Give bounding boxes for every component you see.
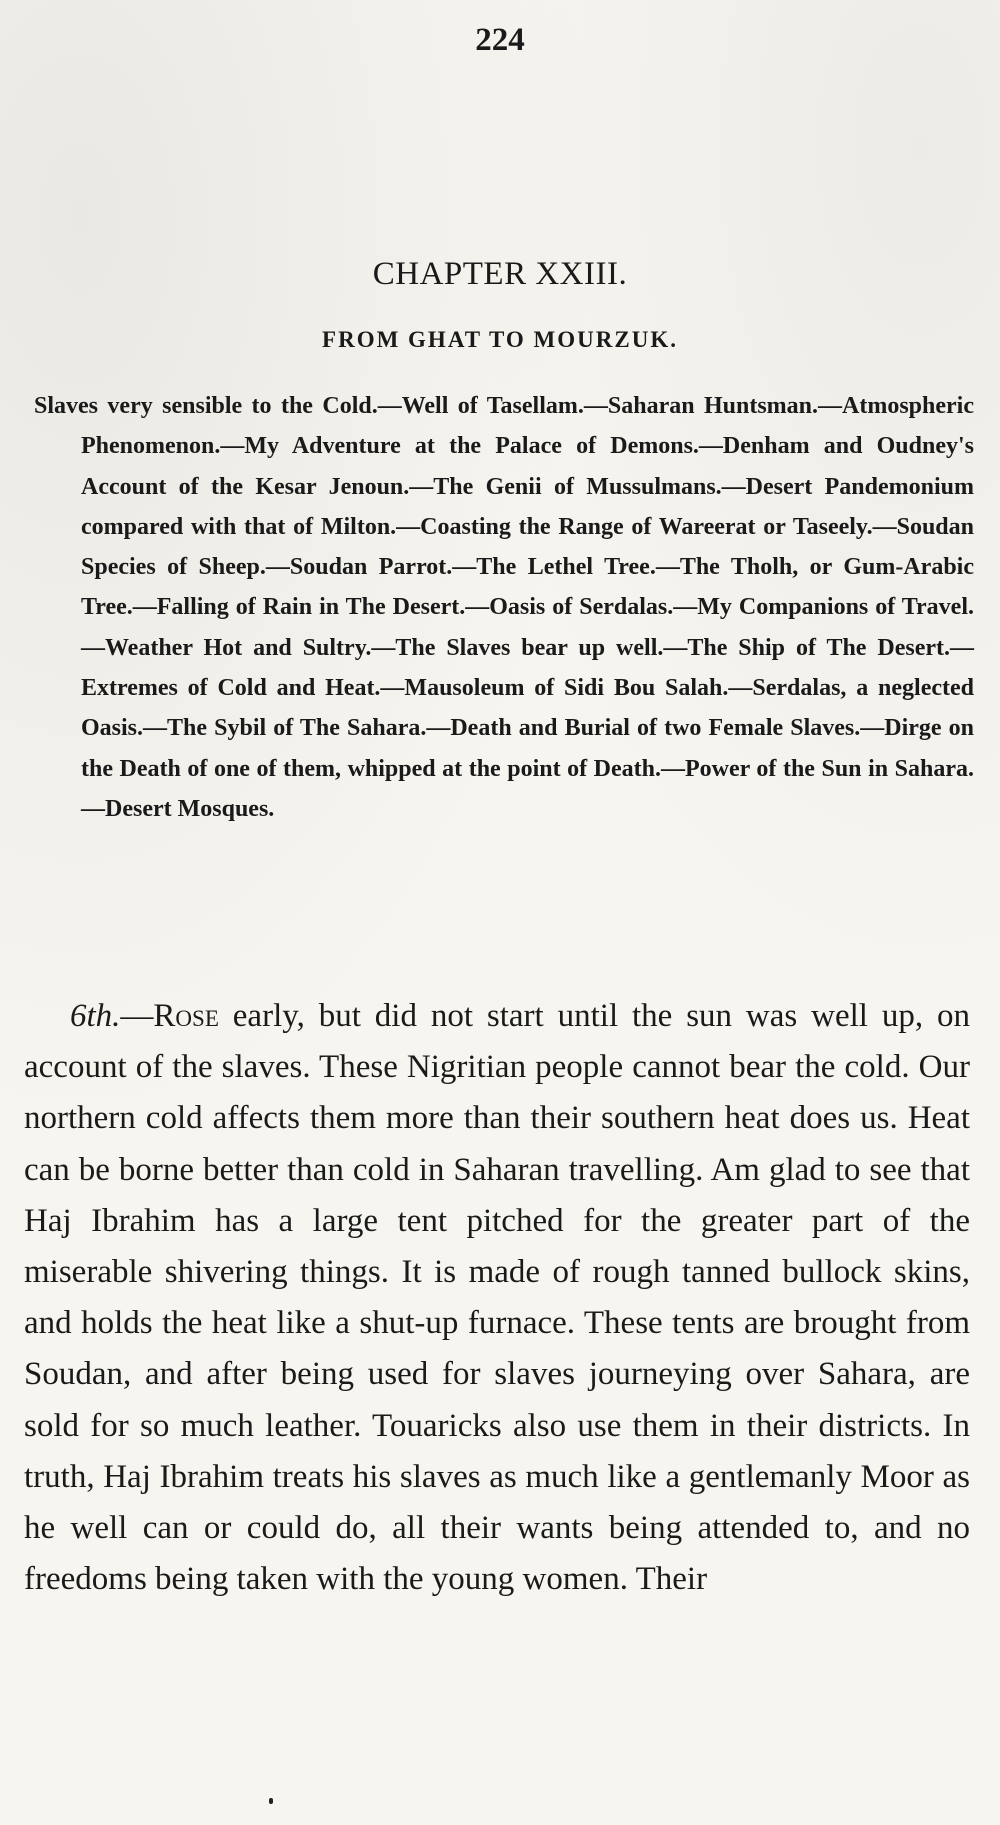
page-number: 224 <box>475 22 525 58</box>
entry-dash: — <box>120 998 154 1034</box>
chapter-synopsis: Slaves very sensible to the Cold.—Well of Tasellam.—Saharan Huntsman.—Atmospheric Phenomenon.—My Adventure at the Palace of Demons.—Denham and Oudney's Account of the Kesar Jenoun.—The Genii of Mussulmans.—Desert Pandemonium compared with that of Milton.—Coasting the Range of Wareerat or Taseely.—Soudan Species of Sheep.—Soudan Parrot.—The Lethel Tree.—The Tholh, or Gum-Arabic Tree.—Falling of Rain in The Desert.—Oasis of Serdalas.—My Companions of Travel.—Weather Hot and Sultry.—The Slaves bear up well.—The Ship of The Desert.—Extremes of Cold and Heat.—Mausoleum of Sidi Bou Salah.—Serdalas, a neglected Oasis.—The Sybil of The Sahara.—Death and Burial of two Female Slaves.—Dirge on the Death of one of them, whipped at the point of Death.—Power of the Sun in Sahara.—Desert Mosques. <box>34 393 974 822</box>
paragraph-text: early, but did not start until the sun was well up, on account of the slaves. These Nigritian people cannot bear the cold. Our northern cold affects them more than their southern heat does us. Heat can be borne better than cold in Saharan travelling. Am glad to see that Haj Ibrahim has a large tent pitched for the greater part of the miserable shivering things. It is made of rough tanned bullock skins, and holds the heat like a shut-up furnace. These tents are brought from Soudan, and after being used for slaves journeying over Sahara, are sold for so much leather. Touaricks also use them in their districts. In truth, Haj Ibrahim treats his slaves as much like a gentlemanly Moor as he well can or could do, all their wants being attended to, and no freedoms being taken with the young women. Their <box>24 998 970 1598</box>
first-word: Rose <box>153 998 219 1034</box>
print-speck <box>269 1798 273 1804</box>
chapter-title: CHAPTER XXIII. <box>372 256 628 292</box>
body-paragraph <box>24 991 970 1605</box>
chapter-subtitle: FROM GHAT TO MOURZUK. <box>322 327 678 352</box>
entry-date: 6th. <box>70 998 121 1034</box>
